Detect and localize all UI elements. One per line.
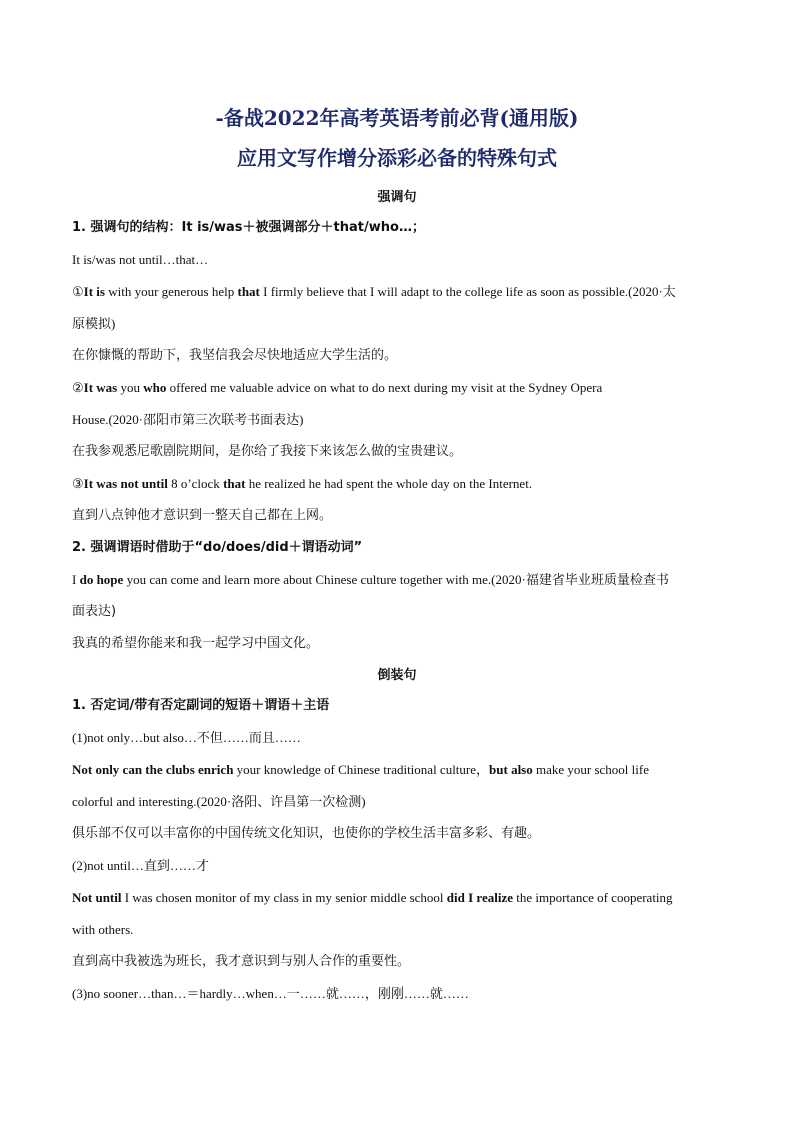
item-line: (3)no sooner…than…＝hardly…when…一……就……，刚刚……就…… — [72, 986, 469, 1001]
example-text: I was chosen monitor of my class in my senior middle school — [121, 890, 447, 905]
section-heading-inversion: 倒装句 — [377, 668, 417, 683]
example-text: you can come and learn more about Chinese culture together with me.(2020·福建省毕业班质量检查书 — [123, 572, 669, 587]
document-title: -备战2022年高考英语考前必背(通用版) — [215, 106, 579, 130]
point-heading: 1. 强调句的结构：It is/was＋被强调部分＋that/who…； — [72, 220, 425, 235]
bold-text: It is — [83, 284, 105, 299]
example-text: make your school life — [532, 762, 649, 777]
example-line-cont: with others. — [72, 922, 134, 937]
document-subtitle: 应用文写作增分添彩必备的特殊句式 — [237, 146, 557, 170]
example-line — [72, 378, 722, 398]
translation-line: 直到高中我被选为班长，我才意识到与别人合作的重要性。 — [72, 954, 411, 969]
point-heading: 2. 强调谓语时借助于“do/does/did＋谓语动词” — [72, 540, 363, 555]
example-text: the importance of cooperating — [513, 890, 673, 905]
pattern-line: It is/was not until…that… — [72, 252, 209, 267]
bold-text: did I realize — [446, 890, 513, 905]
translation-line: 我真的希望你能来和我一起学习中国文化。 — [72, 636, 320, 651]
example-line-cont: colorful and interesting.(2020·洛阳、许昌第一次检测) — [72, 794, 366, 809]
bold-text: but also — [489, 762, 533, 777]
example-text: offered me valuable advice on what to do next during my visit at the Sydney Opera — [166, 380, 603, 395]
bold-text: who — [143, 380, 167, 395]
example-line — [72, 570, 722, 590]
example-text: with your generous help — [104, 284, 238, 299]
example-line-cont: House.(2020·邵阳市第三次联考书面表达) — [72, 412, 304, 427]
bold-text: that — [223, 476, 246, 491]
example-number: ③ — [72, 476, 84, 491]
example-text: I — [72, 572, 80, 587]
example-line — [72, 474, 722, 494]
translation-line: 在你慷慨的帮助下，我坚信我会尽快地适应大学生活的。 — [72, 348, 398, 363]
example-text: he realized he had spent the whole day on the Internet. — [245, 476, 533, 491]
example-line — [72, 760, 722, 780]
example-text: 8 o’clock — [167, 476, 224, 491]
point-heading: 1. 否定词/带有否定副词的短语＋谓语＋主语 — [72, 698, 330, 713]
bold-text: It was not until — [83, 476, 168, 491]
bold-text: Not only can the clubs enrich — [72, 762, 234, 777]
example-text: I firmly believe that I will adapt to the college life as soon as possible.(2020·太 — [259, 284, 676, 299]
translation-line: 直到八点钟他才意识到一整天自己都在上网。 — [72, 508, 333, 523]
example-line-cont: 原模拟) — [72, 316, 116, 331]
example-line — [72, 282, 722, 302]
bold-text: It was — [83, 380, 118, 395]
example-line — [72, 888, 722, 908]
example-text: you — [117, 380, 144, 395]
example-number: ① — [72, 284, 84, 299]
translation-line: 俱乐部不仅可以丰富你的中国传统文化知识，也使你的学校生活丰富多彩、有趣。 — [72, 826, 541, 841]
example-number: ② — [72, 380, 84, 395]
translation-line: 在我参观悉尼歌剧院期间，是你给了我接下来该怎么做的宝贵建议。 — [72, 444, 463, 459]
section-heading-emphasis: 强调句 — [377, 190, 417, 205]
bold-text: that — [237, 284, 260, 299]
bold-text: Not until — [72, 890, 122, 905]
example-line-cont: 面表达) — [72, 604, 117, 619]
bold-text: do hope — [79, 572, 124, 587]
item-line: (1)not only…but also…不但……而且…… — [72, 730, 301, 745]
item-line: (2)not until…直到……才 — [72, 858, 209, 873]
example-text: your knowledge of Chinese traditional culture， — [233, 762, 490, 777]
